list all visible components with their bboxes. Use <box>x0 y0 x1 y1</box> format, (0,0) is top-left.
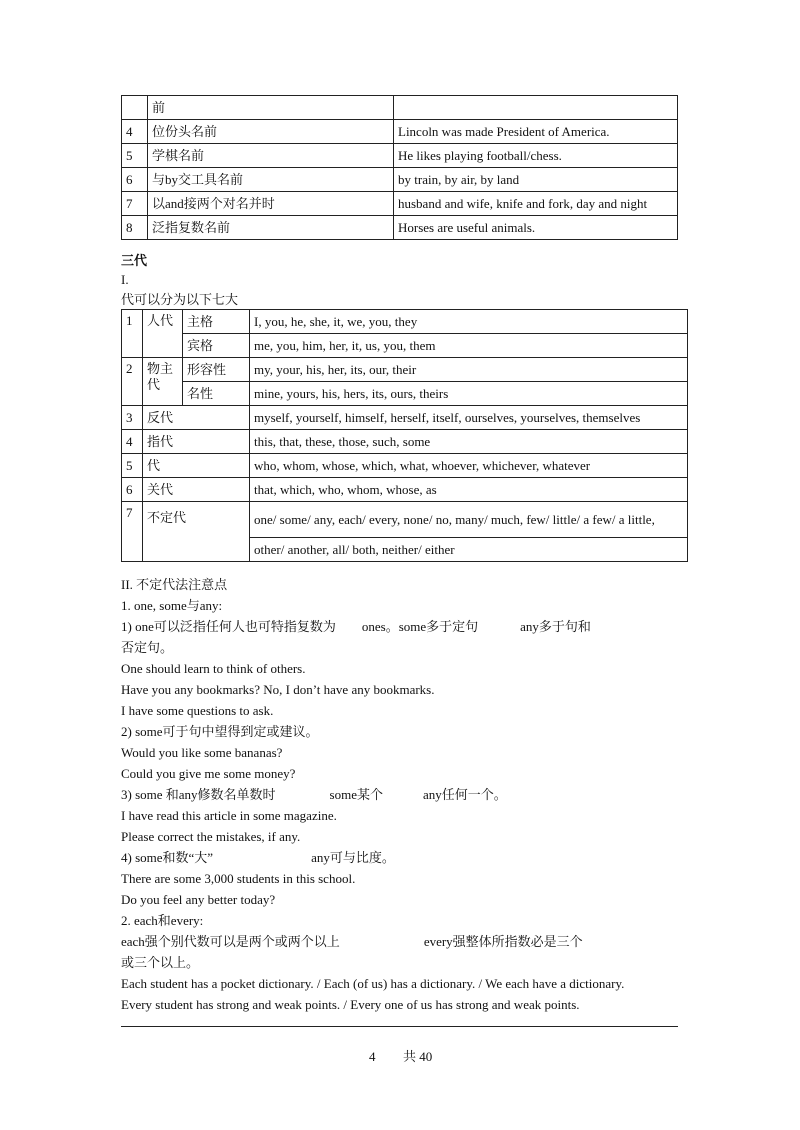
rule-part: any可与比度。 <box>311 850 395 865</box>
section-intro: 代可以分为以下七大 <box>121 292 239 307</box>
rule-part: any多于句和 <box>520 619 591 634</box>
row-number: 7 <box>122 192 148 216</box>
footer-divider <box>121 1026 678 1027</box>
article-usage-table <box>121 95 678 240</box>
table-row <box>122 478 688 502</box>
example-cell: Horses are useful animals. <box>394 216 678 240</box>
category-cell: 指代 <box>143 430 250 454</box>
example-cell: He likes playing football/chess. <box>394 144 678 168</box>
example-sentence: Each student has a pocket dictionary. / Each (of us) has a dictionary. / We each have a dictionary. <box>121 976 625 991</box>
rule-text: 2) some可于句中望得到定或建议。 <box>121 724 319 739</box>
usage-cell: 泛指复数名前 <box>148 216 394 240</box>
page-number: 4 <box>369 1049 376 1064</box>
page-total: 共 40 <box>403 1049 433 1064</box>
subcategory-cell: 名性 <box>183 382 250 406</box>
subcategory-cell: 宾格 <box>183 334 250 358</box>
words-cell: myself, yourself, himself, herself, itself, ourselves, yourselves, themselves <box>250 406 688 430</box>
row-number: 2 <box>122 358 143 406</box>
table-row <box>122 144 678 168</box>
words-cell: who, whom, whose, which, what, whoever, whichever, whatever <box>250 454 688 478</box>
subcategory-cell: 形容性 <box>183 358 250 382</box>
table-row <box>122 310 688 334</box>
words-cell: one/ some/ any, each/ every, none/ no, many/ much, few/ little/ a few/ a little, <box>250 502 688 538</box>
category-cell: 代 <box>143 454 250 478</box>
row-number: 5 <box>122 454 143 478</box>
words-cell: this, that, these, those, such, some <box>250 430 688 454</box>
table-row <box>122 430 688 454</box>
rule-part: each强个别代数可以是两个或两个以上 <box>121 934 340 949</box>
words-cell: my, your, his, her, its, our, their <box>250 358 688 382</box>
row-number: 4 <box>122 430 143 454</box>
usage-cell: 前 <box>148 96 394 120</box>
rule-text <box>121 787 507 803</box>
example-sentence: Do you feel any better today? <box>121 892 276 907</box>
row-number: 5 <box>122 144 148 168</box>
category-cell: 反代 <box>143 406 250 430</box>
words-cell: other/ another, all/ both, neither/ either <box>250 538 688 562</box>
example-sentence: There are some 3,000 students in this school. <box>121 871 356 886</box>
words-cell: me, you, him, her, it, us, you, them <box>250 334 688 358</box>
table-row <box>122 96 678 120</box>
words-cell: that, which, who, whom, whose, as <box>250 478 688 502</box>
row-number: 8 <box>122 216 148 240</box>
rule-text <box>121 850 395 866</box>
example-sentence: Please correct the mistakes, if any. <box>121 829 301 844</box>
rule-part: 3) some 和any修数名单数时 <box>121 787 276 802</box>
section-title: 三代 <box>121 253 148 268</box>
row-number: 6 <box>122 478 143 502</box>
example-sentence: Every student has strong and weak points. / Every one of us has strong and weak points. <box>121 997 580 1012</box>
example-cell <box>394 96 678 120</box>
usage-cell: 位份头名前 <box>148 120 394 144</box>
point-heading: 1. one, some与any: <box>121 598 223 613</box>
subsection-heading: II. 不定代法注意点 <box>121 577 228 592</box>
section-number: I. <box>121 272 129 287</box>
category-cell: 人代 <box>143 310 183 358</box>
rule-part: any任何一个。 <box>423 787 507 802</box>
table-row <box>122 192 678 216</box>
table-row <box>122 406 688 430</box>
table-row <box>122 502 688 538</box>
subcategory-cell: 主格 <box>183 310 250 334</box>
words-cell: mine, yours, his, hers, its, ours, theirs <box>250 382 688 406</box>
point-heading: 2. each和every: <box>121 913 204 928</box>
example-cell: husband and wife, knife and fork, day and night <box>394 192 678 216</box>
table-row <box>122 358 688 382</box>
example-sentence: I have read this article in some magazine. <box>121 808 337 823</box>
rule-part: ones。some多于定句 <box>361 619 479 634</box>
example-sentence: Would you like some bananas? <box>121 745 283 760</box>
example-cell: Lincoln was made President of America. <box>394 120 678 144</box>
category-cell: 不定代 <box>143 502 250 562</box>
table-row <box>122 120 678 144</box>
category-cell: 物主代 <box>143 358 183 406</box>
example-cell: by train, by air, by land <box>394 168 678 192</box>
example-sentence: Could you give me some money? <box>121 766 296 781</box>
rule-part: some某个 <box>329 787 383 802</box>
category-cell: 关代 <box>143 478 250 502</box>
usage-cell: 以and接两个对名并时 <box>148 192 394 216</box>
rule-text <box>121 619 591 635</box>
row-number: 1 <box>122 310 143 358</box>
usage-cell: 学棋名前 <box>148 144 394 168</box>
row-number: 4 <box>122 120 148 144</box>
pronoun-types-table <box>121 309 688 562</box>
rule-part: 1) one可以泛指任何人也可特指复数为 <box>121 619 336 634</box>
table-row <box>122 334 688 358</box>
words-cell: I, you, he, she, it, we, you, they <box>250 310 688 334</box>
table-row <box>122 454 688 478</box>
table-row <box>122 216 678 240</box>
rule-text: 否定句。 <box>121 640 174 655</box>
usage-cell: 与by交工具名前 <box>148 168 394 192</box>
example-sentence: I have some questions to ask. <box>121 703 274 718</box>
row-number: 6 <box>122 168 148 192</box>
row-number: 7 <box>122 502 143 562</box>
table-row <box>122 168 678 192</box>
example-sentence: Have you any bookmarks? No, I don’t have any bookmarks. <box>121 682 435 697</box>
rule-text <box>121 934 583 950</box>
row-number <box>122 96 148 120</box>
example-sentence: One should learn to think of others. <box>121 661 306 676</box>
rule-part: 4) some和数“大” <box>121 850 214 865</box>
rule-text: 或三个以上。 <box>121 955 200 970</box>
table-row <box>122 382 688 406</box>
rule-part: every强整体所指数必是三个 <box>423 934 583 949</box>
row-number: 3 <box>122 406 143 430</box>
